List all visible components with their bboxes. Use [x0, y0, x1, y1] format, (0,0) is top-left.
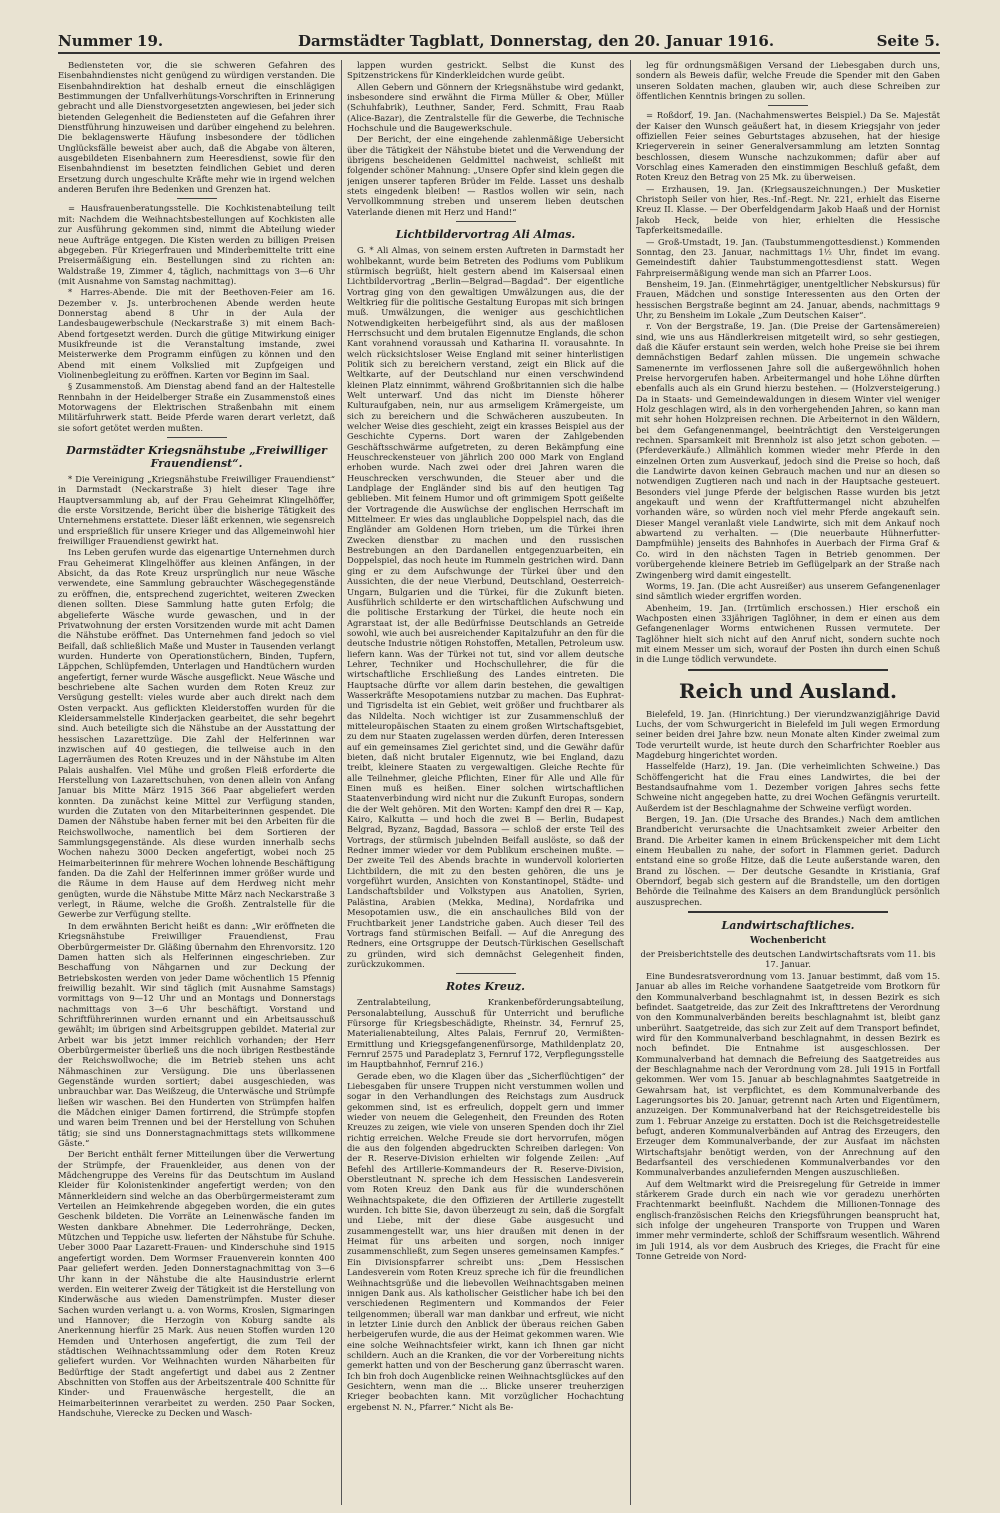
separator [456, 221, 516, 222]
issue-number: Nummer 19. [58, 32, 164, 50]
heading-reich-und-ausland: Reich und Ausland. [678, 678, 898, 703]
article-harres-abende: * Harres-Abende. Die mit der Beethoven-Feier am 16. Dezember v. Js. unterbrochenen Abende werden heute Donnerstag abend 8 Uhr in der Aula der Landesbaugewerbschule (Neckarstraße 3) mit einem Bach-Abend fortgesetzt werden. Durch die gütige Mitwirkung einiger Musikfreunde ist die Veranstaltung imstande, zwei Meisterwerke dem Programm einfügen zu können und den Abend mit einem Volkslied mit Zupfgeigen und Violinenbegleitung zu eröffnen. Karten vor Beginn im Saal. [58, 287, 335, 380]
separator [768, 105, 808, 106]
article-paragraph: Bediensteten vor, die sie schweren Gefahren des Eisenbahndienstes nicht genügend zu würdigen verstanden. Die Eisenbahndirektion hat deshalb erneut die einschlägigen Bestimmungen der Unfallverhütungs-Vorschriften in Erinnerung gebracht und alle Dienstvorgesetzten angewiesen, bei jeder sich bietenden Gelegenheit die Bediensteten auf die Gefahren ihrer Dienstführung hinzuweisen und darüber eingehend zu belehren. Die beklagenswerte Häufung insbesondere der tödlichen Unglücksfälle beweist aber auch, daß die Abgabe von älteren, ausgebildeten Eisenbahnern zum Heeresdienst, sowie für den Eisenbahndienst im besetzten feindlichen Gebiet und deren Ersetzung durch ungeschulte Kräfte mehr wie in irgend welchen anderen Berufen ihre Bedenken und Grenzen hat. [58, 60, 335, 195]
article-bergstrasse: r. Von der Bergstraße, 19. Jan. (Die Preise der Gartensämereien) sind, wie uns aus Händlerkreisen mitgeteilt wird, so sehr gestiegen, daß die Käufer erstaunt sein werden, welch hohe Preise sie bei ihrem demnächstigen Bedarf zahlen müssen. Die ungemein schwache Samenernte im verflossenen Jahre soll die außergewöhnlich hohen Preise hervorgerufen haben. Arbeitermangel und hohe Löhne dürften ebenfalls auch als ein Grund hierzu bestehen. — (Holzversteigerung.) Da in Staats- und Gemeindewaldungen in diesem Winter viel weniger Holz geschlagen wird, als in den vorhergehenden Jahren, so kann man mit sehr hohen Holzpreisen rechnen. Die Arbeiternot in den Wäldern, bei dem Gefangenenmangel, beeinträchtigt den Versteigerungen rechnen. Sparsamkeit mit Brennholz ist also jetzt schon geboten. — (Pferdeverkäufe.) Allmählich kommen wieder mehr Pferde in den einzelnen Orten zum Ausverkauf, jedoch sind die Preise so hoch, daß die Landwirte davon keinen Gebrauch machen und nur an diesen so notwendigen Zugtieren nach und nach in der Hauptsache gesteuert. Besonders viel junge Pferde der belgischen Rasse wurden bis jetzt angekauft und wenn der Kraftfuttermangel nicht abzuhelfen vorhanden wäre, so würden noch viel mehr Pferde angekauft sein. Dieser Mangel veranlaßt viele Landwirte, sich mit dem Ankauf noch abwartend zu verhalten. — (Die neuerbaute Hühnerfutter-Dampfmühle) jenseits des Bahnhofes in Auerbach der Firma Graf & Co. wird in den nächsten Tagen in Betrieb genommen. Der vorübergehende kleinere Betrieb im Geflügelpark an der Straße nach Zwingenberg wird damit eingestellt. [636, 321, 940, 580]
column-rule [341, 60, 342, 1505]
article-paragraph: Ins Leben gerufen wurde das eigenartige Unternehmen durch Frau Geheimerat Klingelhöffer aus kleinen Anfängen, in der Absicht, da das Rote Kreuz ursprünglich nur neue Wäsche verwendete, eine Sammlung gebrauchter Wäschegegenstände zu eröffnen, die, entsprechend zugerichtet, weiteren Zwecken dienen sollten. Diese Sammlung hatte guten Erfolg; die abgelieferte Wäsche wurde gewaschen, und in der Privatwohnung der ersten Vorsitzenden wurde mit acht Damen die Nähstube eröffnet. Das Unternehmen fand jedoch so viel Beifall, daß schließlich Maße und Muster in Tausenden verlangt wurden. Hunderte von Operationstüchern, Binden, Tupfern, Läppchen, Schlüpfemden, Unterlagen und Handtüchern wurden angefertigt, ferner wurde Wäsche ausgeflickt. Neue Wäsche und beschriebene alte Sachen wurden dem Roten Kreuz zur Versügung gestellt: vieles wurde aber auch direkt nach dem Osten verpackt. Aus geflickten Kleiderstoffen wurden für die Kleidersammelstelle Kinderjacken gearbeitet, die sehr begehrt sind. Auch beteiligte sich die Nähstube an der Ausstattung der hessischen Lazarettzüge. Die Zahl der Helferinnen war inzwischen auf 40 gestiegen, die teilweise auch in den Lagerräumen des Roten Kreuzes und in der Nähstube im Alten Palais aushalfen. Viel Mühe und großen Fleiß erforderte die Herstellung von Lazarettschuhen, von denen allein von Anfang Januar bis Mitte März 1915 366 Paar abgeliefert werden konnten. Da zunächst keine Mittel zur Verfügung standen, wurden die Zutaten von den Mitarbeiterinnen gespendet. Die Damen der Nähstube haben ferner mit bei den Arbeiten für die Reichswollwoche, namentlich bei dem Sortieren der Sammlungsgegenstände. Als diese wurden innerhalb sechs Wochen nahezu 3000 Decken angefertigt, wobei noch 25 Heimarbeiterinnen für mehrere Wochen lohnende Beschäftigung fanden. Da die Zahl der Helferinnen immer größer wurde und die Räume in dem Hause auf dem Herdweg nicht mehr genügten, wurde die Nähstube Mitte März nach Neckarstraße 3 verlegt, in Räume, welche die Großh. Zentralstelle für die Gewerbe zur Verfügung stellte. [58, 547, 335, 920]
column-1 [58, 60, 335, 1505]
separator [688, 669, 888, 671]
heading-rotes-kreuz: Rotes Kreuz. [445, 980, 525, 994]
article-worms: Worms, 19. Jan. (Die acht Ausreißer) aus unserem Gefangenenlager sind sämtlich wieder ergriffen worden. [636, 580, 940, 602]
separator [688, 911, 888, 913]
article-paragraph: Eine Bundesratsverordnung vom 13. Januar bestimmt, daß vom 15. Januar ab alles im Reiche vorhandene Saatgetreide vom Brotkorn für den Kommunalverband beschlagnahmt ist, in dessen Bezirk es sich befindet. Saatgetreide, das zur Zeit des Inkrafttretens der Verordnung von den Kommunalverbänden bereits beschlagnahmt ist, bleibt ganz unberührt. Saatgetreide, das sich zur Zeit auf dem Transport befindet, wird für den Kommunalverband beschlagnahmt, in dessen Bezirk es noch befindet. Die Entnahme ist ausgeschlossen. Der Kommunalverband hat demnach die Befreiung des Saatgetreides aus der Beschlagnahme nach der Verordnung vom 28. Juli 1915 in Fortfall gekommen. Wer vom 15. Januar ab beschlagnahmtes Saatgetreide in Gewahrsam hat, ist verpflichtet, es dem Kommunalverbande des Lagerungsortes bis 20. Januar, getrennt nach Arten und Eigentümern, anzuzeigen. Der Kommunalverband hat der Reichsgetreidestelle bis zum 1. Februar Anzeige zu erstatten. Doch ist die Reichsgetreidestelle befugt, anderen Kommunalverbänden auf Antrag des Erzeugers, den Erzeuger dem Kommunalverbande, der zur Ausfaat im nächsten Wirtschaftsjahr benötigt werden, von der Anrechnung auf den Bedarfsanteil des verschiedenen Kommunalverbandes vor den Kommunalverbandes anzuliefernden Mengen auszuschließen. [636, 970, 940, 1178]
separator [177, 198, 217, 199]
article-hausfrauenberatung: = Hausfrauenberatungsstelle. Die Kochkistenabteilung teilt mit: Nachdem die Weihnachtsbestellungen auf Kochkisten alle zur Ausführung gekommen sind, nimmt die Abteilung wieder neue Aufträge entgegen. Die Kisten werden zu billigen Preisen abgegeben. Für Kriegerfrauen und Minderbemittelte tritt eine Preisermäßigung ein. Bestellungen sind zu richten an: Waldstraße 19, Zimmer 4, täglich, nachmittags von 3—6 Uhr (mit Ausnahme von Samstag nachmittag). [58, 203, 335, 286]
newspaper-title-date: Darmstädter Tagblatt, Donnerstag, den 20. Januar 1916. [298, 32, 775, 50]
article-bensheim: Bensheim, 19. Jan. (Einmehrtägiger, unentgeltlicher Nebskursus) für Frauen, Mädchen und sonstige Interessenten aus den Orten der hessischen Bergstraße beginnt am 24. Januar, abends, nachmittags 9 Uhr, zu Bensheim im Lokale „Zum Deutschen Kaiser“. [636, 278, 940, 320]
article-rossdorf: = Roßdorf, 19. Jan. (Nachahmenswertes Beispiel.) Da Se. Majestät der Kaiser den Wunsch geäußert hat, in diesem Kriegsjahr von jeder offiziellen Feier seines Geburtstages abzusehen, hat der hiesige Kriegerverein in seiner Generalversammlung am letzten Sonntag beschlossen, diesem Wunsche nachzukommen; dafür aber auf Vorschlag eines Kameraden den einstimmigen Beschluß gefaßt, dem Roten Kreuz den Betrag von 25 Mk. zu überweisen. [636, 110, 940, 183]
article-paragraph: Der Bericht enthält ferner Mitteilungen über die Verwertung der Strümpfe, der Frauenkleider, aus denen von der Mädchengruppe des Vereins für das Deutschtum im Ausland Kleider für Kolonistenkinder angefertigt werden; von den Männerkleidern sind welche an das Oberbürgermeisteramt zum Verteilen an Heimkehrende abgegeben worden, die ein gutes Geschenk bildeten. Die Vorräte an Leinenwäsche fanden im Westen dankbare Abnehmer. Die Lederrohränge, Decken, Mützchen und Teppiche usw. lieferten der Nähstube für Schuhe. Ueber 3000 Paar Lazarett-Frauen- und Kinderschuhe sind 1915 angefertigt worden. Dem Wormser Frauenverein konnten 400 Paar geliefert werden. Jeden Donnerstagnachmittag von 3—6 Uhr kann in der Nähstube die alte Hausindustrie erlernt werden. Ein weiterer Zweig der Tätigkeit ist die Herstellung von Kinderwäsche aus wieden Damenstrümpfen. Muster dieser Sachen wurden verlangt u. a. von Worms, Kroslen, Sigmaringen und Hannover; die Herzogin von Koburg sandte als Anerkennung hierfür 25 Mark. Aus neuen Stoffen wurden 120 Hemden und Unterhosen angefertigt, die zum Teil der städtischen Weihnachtssammlung oder dem Roten Kreuz geliefert wurden. Vor Weihnachten wurden Näharbeiten für Bedürftige der Stadt angefertigt und dabei aus 2 Zentner Abschnitten von Stoffen aus der Arbeitszentrale 400 Schnitte für Kinder- und Frauenwäsche hergestellt, die an Heimarbeiterinnen verarbeitet zu werden. 250 Paar Socken, Handschuhe, Vierecke zu Decken und Wasch- [58, 1149, 335, 1418]
article-paragraph: In dem erwähnten Bericht heißt es dann: „Wir eröffneten die Kriegsnähstube Freiwilliger Frauendienst, Frau Oberbürgermeister Dr. Gläßing übernahm den Ehrenvorsitz. 120 Damen hatten sich als Helferinnen eingeschrieben. Zur Beschaffung von Nähgarnen und zur Deckung der Betriebskosten werden von jeder Dame wöchentlich 15 Pfennig freiwillig bezahlt. Wir sind täglich (mit Ausnahme Samstags) vormittags von 9—12 Uhr und an Montags und Donnerstags nachmittags von 3—6 Uhr beschäftigt. Vorstand und Schriftführerinnen wurden ernannt und ein Arbeitsausschuß gewählt; im übrigen sind Arbeitsgruppen gebildet. Material zur Arbeit war bis jetzt immer reichlich vorhanden; der Herr Oberbürgermeister überließ uns die noch übrigen Restbestände der Reichswollwoche; die im Betrieb stehen uns acht Nähmaschinen zur Versügung. Die uns überlassenen Gegenstände wurden sortiert; dabei ausgeschieden, was unbrauchbar war. Das Weißzeug, die Unterwäsche und Strümpfe ließen wir waschen. Bei den Hunderten von Strümpfen halfen die Mädchen einiger Damen fortirrend, die Strümpfe stopfen und waren beim Trennen und bei der Herstellung von Schuhen tätig; sie sind uns Donnerstagnachmittags stets willkommene Gäste.“ [58, 920, 335, 1149]
article-paragraph: G. * Ali Almas, von seinem ersten Auftreten in Darmstadt her wohlbekannt, wurde beim Betreten des Podiums vom Publikum stürmisch begrüßt, hielt gestern abend im Kaisersaal einen Lichtbildervortrag „Berlin—Belgrad—Bagdad“. Der eigentliche Vortrag ging von den gewaltigen Umwälzungen aus, die der Weltkrieg für die politische Gestaltung Europas mit sich bringen muß. Umwälzungen, die weniger aus geschichtlichen Notwendigkeiten herbeigeführt sind, als aus der maßlosen Herrschsucht und dem brutalen Eigennutze Englands, die schon Kant vorahnend voraussah und Katharina II. vorausahnte. In welch rücksichtsloser Weise England mit seiner hinterlistigen Politik sich zu bereichern verstand, zeigt ein Blick auf die Weltkarte, auf der Deutschland nur einen verschwindend kleinen Platz einnimmt, während Großbritannien sich die halbe Welt unterwarf. Und das nicht im Dienste höherer Kulturaufgaben, nein, nur aus armseligem Krämergeiste, um sich zu bereichern und die Schwächeren auszubeuten. In welcher Weise dies geschieht, zeigt ein krasses Beispiel aus der Geschichte Cyperns. Dort waren der Zahlgebenden Geschäftsschwärme aufgetreten, zu deren Bekämpfung eine Heuschreckensteuer von jährlich 200 000 Mark von England erhoben wurde. Nach zwei oder drei Jahren waren die Heuschrecken verschwunden, die Steuer aber und die Landplage der Engländer sind bis auf den heutigen Tag geblieben. Mit feinem Humor und oft grimmigem Spott geißelte der Vortragende die Auswüchse der englischen Herrschaft im Mittelmeer. Er wies das unglaubliche Doppelspiel nach, das die Engländer am Goldenen Horn trieben, um die Türkei ihren Zwecken dienstbar zu machen und den russischen Bestrebungen an den Dardanellen entgegenzuarbeiten, ein Doppelspiel, das noch heute im Rummeln gestrichen wird. Dann ging er zu dem Aufschwunge der Türkei über und den Aussichten, die der neue Vierbund, Deutschland, Oesterreich-Ungarn, Bulgarien und die Türkei, für die Zukunft bieten. Ausführlich schilderte er den wirtschaftlichen Aufschwung und die politische Erstarkung der Türkei, die heute noch ein Agrarstaat ist, der alle Bedürfnisse Deutschlands an Getreide sowohl, wie auch bei ausreichender Kapitalzufuhr an den für die deutsche Industrie nötigen Rohstoffen, Metallen, Petroleum usw. liefern kann. Was der Türkei not tut, sind vor allem deutsche Lehrer, Techniker und Hochschullehrer, die für die wirtschaftliche Erschließung des Landes eintreten. Die Hauptsache dürfte vor allem darin bestehen, die gewaltigen Wasserkräfte Mesopotamiens nutzbar zu machen. Das Euphrat- und Tigrisdelta ist ein Gebiet, weit größer und fruchtbarer als das Nildelta. Noch wichtiger ist zur Zusammenschluß der mitteleuropäischen Staaten zu einem großen Wirtschaftsgebiet, zu dem nur Staaten zugelassen werden dürfen, deren Interessen auf ein gemeinsames Ziel gerichtet sind, und die Gewähr dafür bieten, daß nicht brutaler Eigennutz, wie bei England, dazu treibt, kleinere Staaten zu vergewaltigen. Gleiche Rechte für alle Teilnehmer, gleiche Pflichten, Einer für Alle und Alle für Einen muß es heißen. Einer solchen wirtschaftlichen Staatenverbindung wird nicht nur die Zukunft Europas, sondern die der Welt gehören. Mit den Worten: Kampf den drei R — Kap, Kairo, Kalkutta — und hoch die zwei B — Berlin, Budapest Belgrad, Byzanz, Bagdad, Bassora — schloß der erste Teil des Vortrags, der stürmisch jubelnden Beifall auslöste, so daß der Redner immer wieder vor dem Publikum erscheinen mußte. — Der zweite Teil des Abends brachte in wundervoll kolorierten Lichtbildern, die mit zu den besten gehören, die uns je vorgeführt wurden, Ansichten von Konstantinopel, Städte- und Landschaftsbilder und Volkstypen aus Anatolien, Syrien, Palästina, Arabien (Mekka, Medina), Nordafrika und Mesopotamien usw., die ein anschauliches Bild von der Fruchtbarkeit jener Landstriche gaben. Auch dieser Teil des Vortrags fand stürmischen Beifall. — Auf die Anregung des Redners, eine Ortsgruppe der Deutsch-Türkischen Gesellschaft zu gründen, wird sich demnächst Gelegenheit finden, zurückzukommen. [347, 245, 624, 969]
article-paragraph: Auf dem Weltmarkt wird die Preisregelung für Getreide in immer stärkerem Grade durch ein nach wie vor geradezu unerhörten Frachtenmarkt beeinflußt. Nachdem die Millionen-Tonnage des englisch-französischen Reichs den Kriegsführungen beansprucht hat, sich infolge der ungeheuren Transporte von Truppen und Waren immer mehr verminderte, schloß der Schiffsraum wesentlich. Während im Juli 1914, als vor dem Ausbruch des Krieges, die Fracht für eine Tonne Getreide von Nord- [636, 1178, 940, 1262]
subheading-preisberichtstelle: der Preisberichtstelle des deutschen Landwirtschaftsrats vom 11. bis 17. Januar. [640, 949, 936, 970]
heading-kriegsnaehstube: Darmstädter Kriegsnähstube „Freiwilliger Frauendienst“. [66, 444, 327, 471]
article-bielefeld: Bielefeld, 19. Jan. (Hinrichtung.) Der vierundzwanzigjährige David Luchs, der vom Schwurgericht in Bielefeld im Juli wegen Ermordung seiner beiden drei Jahre bzw. neun Monate alten Kinder zweimal zum Tode verurteilt wurde, ist heute durch den Scharfrichter Roebler aus Magdeburg hingerichtet worden. [636, 708, 940, 760]
article-paragraph: lappen wurden gestrickt. Selbst die Kunst des Spitzenstrickens für Kinderkleidchen wurde geübt. [347, 60, 624, 81]
separator [167, 437, 227, 438]
masthead [58, 30, 940, 54]
article-paragraph: Allen Gebern und Gönnern der Kriegsnähstube wird gedankt, insbesondere sind erwähnt die Firma Müller & Ober, Müller (Schuhfabrik), Leuthner, Sander, Ferd. Schmitt, Frau Raab (Alice-Bazar), die Zentralstelle für die Gewerbe, die Technische Hochschule und die Baugewerkschule. [347, 81, 624, 134]
article-paragraph: Gerade eben, wo die Klagen über das „Sicherflüchtigen“ der Liebesgaben für unsere Truppen nicht verstummen wollen und sogar in den Verhandlungen des Reichstags zum Ausdruck gekommen sind, ist es erfreulich, doppelt gern und immer wieder von neuem die Gelegenheit, den Freunden des Roten Kreuzes zu zeigen, wie viele von unseren Spenden doch ihr Ziel richtig erreichen. Welche Freude sie dort hervorrufen, mögen die aus den folgenden abgedruckten Schreiben darlegen: Von der R. Reserve-Division erhielten wir folgende Zeilen: „Auf Befehl des Artillerie-Kommandeurs der R. Reserve-Division, Oberstleutnant N. spreche ich dem Hessischen Landesverein vom Roten Kreuz den Dank aus für die wunderschönen Weihnachtspakete, die den Offizieren der Artillerie zugestellt wurden. Ich bitte Sie, davon überzeugt zu sein, daß die Sorgfalt und Liebe, mit der diese Gabe ausgesucht und zusammengestellt war, uns hier draußen mit denen in der Heimat für uns arbeiten und sorgen, noch inniger zusammenschließt, zum Segen unseres gemeinsamen Kampfes.“ Ein Divisionspfarrer schreibt uns: „Dem Hessischen Landesverein vom Roten Kreuz spreche ich für die freundlichen Weihnachtsgrüße und die liebevollen Weihnachtsgaben meinen innigen Dank aus. Als katholischer Geistlicher habe ich bei den verschiedenen Regimentern und Kommandos der Feier teilgenommen; überall war man dankbar und erfreut, wie nicht in letzter Linie durch den Anblick der überaus reichen Gaben herbeigerufen wurde, die aus der Heimat gekommen waren. Wie eine solche Weihnachtsfeier wirkt, kann ich Ihnen gar nicht schildern. Auch an die Kranken, die vor der Vorbereitung nichts gemerkt hatten und von der Bescherung ganz überrascht waren. Ich bin froh doch Augenblicke reinen Weihnachtsglückes auf den Gesichtern, wenn man die ... Blicke unserer treuherzigen Krieger beobachten kann. Mit vorzüglicher Hochachtung ergebenst N. N., Pfarrer.“ Nicht als Be- [347, 1070, 624, 1412]
column-rule [630, 60, 631, 1505]
column-2 [347, 60, 624, 1505]
separator [456, 973, 516, 974]
heading-landwirtschaftliches: Landwirtschaftliches. [721, 919, 855, 933]
article-paragraph: leg für ordnungsmäßigen Versand der Liebesgaben durch uns, sondern als Beweis dafür, welche Freude die Spender mit den Gaben unseren Soldaten machen, glauben wir, auch diese Schreiben zur öffentlichen Kenntnis bringen zu sollen. [636, 60, 940, 102]
article-zusammenstoss: § Zusammenstoß. Am Dienstag abend fand an der Haltestelle Rennbahn in der Heidelberger Straße ein Zusammenstoß eines Motorwagens der Elektrischen Straßenbahn mit einem Militärfuhrwerk statt. Beide Pferde waren derart verletzt, daß sie sofort getötet werden mußten. [58, 381, 335, 433]
page-number: Seite 5. [876, 32, 940, 50]
article-paragraph: * Die Vereinigung „Kriegsnähstube Freiwilliger Frauendienst“ in Darmstadt (Neckarstraße 3) hielt dieser Tage ihre Hauptversammlung ab, auf der Frau Geheimrat Klingelhöffer, die erste Vorsitzende, Bericht über die bisherige Tätigkeit des Unternehmens erstattete. Dieser läßt erkennen, wie segensreich und ersprießlich für unsere Krieger und das Allgemeinwohl hier freiwilliger Frauendienst gewirkt hat. [58, 474, 335, 547]
article-hasselfelde: Hasselfelde (Harz), 19. Jan. (Die verheimlichten Schweine.) Das Schöffengericht hat die Frau eines Landwirtes, die bei der Bestandsaufnahme vom 1. Dezember vorigen Jahres sechs fette Schweine nicht angegeben hatte, zu drei Wochen Gefängnis verurteilt. Außerdem ist der Beschlagnahme der Schweine verfügt worden. [636, 761, 940, 813]
article-erzhausen: — Erzhausen, 19. Jan. (Kriegsauszeichnungen.) Der Musketier Christoph Seiler von hier, Res.-Inf.-Regt. Nr. 221, erhielt das Eiserne Kreuz II. Klasse. — Der Oberfeldgendarm Jakob Haaß und der Hornist Jakob Heck, beide von hier, erhielten die Hessische Tapferkeitsmedaille. [636, 183, 940, 236]
article-gross-umstadt: — Groß-Umstadt, 19. Jan. (Taubstummengottesdienst.) Kommenden Sonntag, den 23. Januar, nachmittags 1½ Uhr, findet im evang. Gemeindestift dahier Taubstummengottesdienst statt. Wegen Fahrpreisermäßigung wende man sich an Pfarrer Loos. [636, 236, 940, 278]
column-3 [636, 60, 940, 1505]
article-paragraph: Zentralabteilung, Krankenbeförderungsabteilung, Personalabteilung, Ausschuß für Unterricht und berufliche Fürsorge für Kriegsbeschädigte, Rheinstr. 34, Fernruf 25, Materialienabteilung, Altes Palais, Fernruf 20, Vermißten-Ermittlung und Kriegsgefangenenfürsorge, Mathildenplatz 20, Fernruf 2575 und Paradeplatz 3, Fernruf 172, Verpflegungsstelle im Hauptbahnhof, Fernruf 216.) [347, 997, 624, 1070]
article-bergen: Bergen, 19. Jan. (Die Ursache des Brandes.) Nach dem amtlichen Brandbericht verursachte die Unachtsamkeit zweier Arbeiter den Brand. Die Arbeiter kamen in einem Brückenspeicher mit dem Licht einem Heuballen zu nahe, der sofort in Flammen geriet. Dadurch entstand eine so große Hitze, daß die Leute außerstande waren, den Brand zu löschen. — Der deutsche Gesandte in Kristiania, Graf Oberndorf, begab sich gestern auf die Brandstelle, um den dortigen Behörde die Teilnahme des Kaisers an dem Brandunglück persönlich auszusprechen. [636, 814, 940, 907]
heading-lichtbildervortrag: Lichtbildervortrag Ali Almas. [395, 228, 576, 242]
article-abenheim: Abenheim, 19. Jan. (Irrtümlich erschossen.) Hier erschoß ein Wachposten einen 33jährigen Taglöhner, in dem er einen aus dem Gefangenenlager Worms entwichenen Russen vermutete. Der Taglöhner hielt sich nicht auf den Anruf nicht, sondern suchte noch mit einem Messer um sich, worauf der Posten ihn durch einen Schuß in die Lunge tödlich verwundete. [636, 602, 940, 665]
article-paragraph: Der Bericht, der eine eingehende zahlenmäßige Uebersicht über die Tätigkeit der Nähstube bietet und die Verwendung der übrigens bescheidenen Geldmittel nachweist, schließt mit folgender schöner Mahnung: „Unsere Opfer sind klein gegen die jenigen unserer tapferen Brüder im Felde. Lasset uns deshalb stets eingedenk bleiben! — Rastlos wollen wir sein, nach Vervollkommnung streben und unserem lieben deutschen Vaterlande dienen mit Herz und Hand!“ [347, 134, 624, 217]
heading-wochenbericht: Wochenbericht [749, 936, 827, 947]
